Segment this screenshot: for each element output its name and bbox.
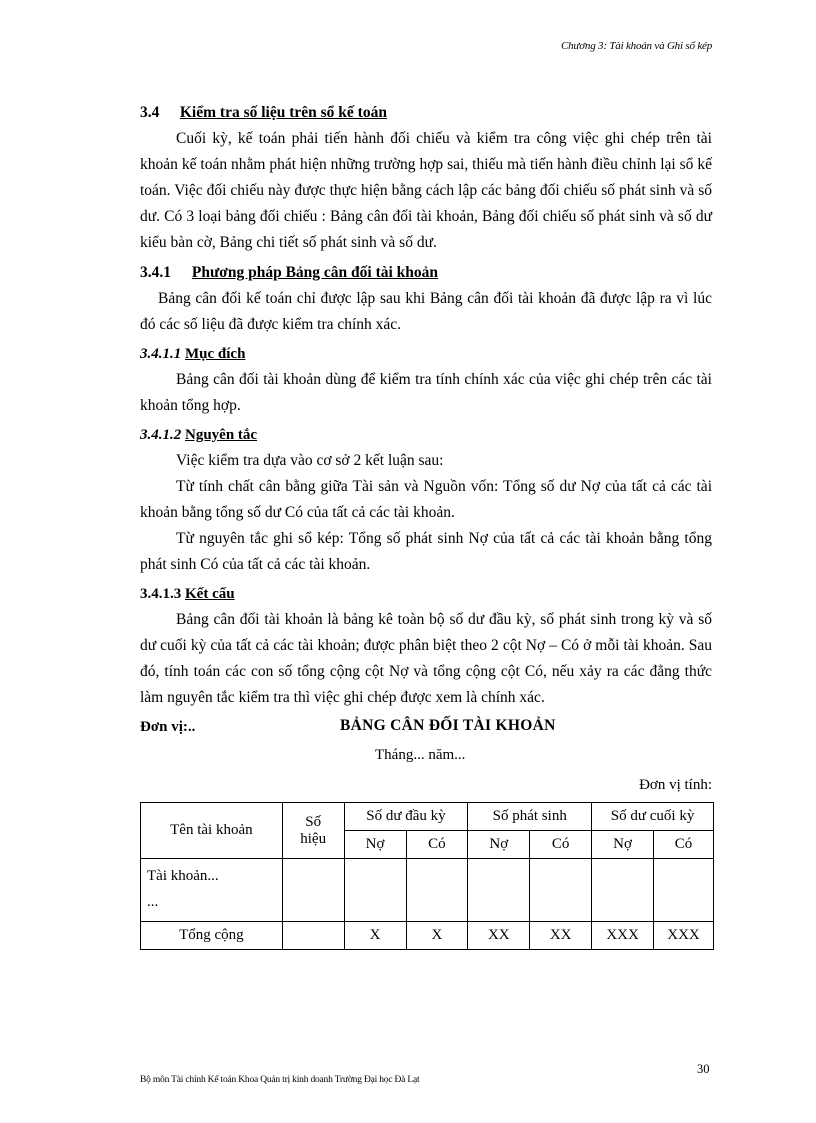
currency-unit-label: Đơn vị tính:: [639, 777, 712, 793]
total-row: [141, 922, 714, 950]
section-number: 3.4: [140, 104, 160, 121]
account-name: Tài khoản...: [147, 868, 219, 884]
col-credit: Có: [654, 831, 714, 859]
total-closing-credit: XXX: [654, 922, 714, 950]
col-credit: Có: [406, 831, 468, 859]
table-date: Tháng... năm...: [375, 747, 466, 763]
chapter-header: Chương 3: Tài khoản và Ghi sổ kép: [560, 40, 712, 52]
empty-cell: [530, 859, 592, 922]
principle-intro: Việc kiểm tra dựa vào cơ sở 2 kết luận sau:: [176, 452, 444, 469]
page-number: 30: [697, 1062, 710, 1076]
section-3-4-1-heading: [140, 264, 712, 282]
col-debit: Nợ: [592, 831, 654, 859]
empty-cell: [344, 859, 406, 922]
section-3-4-heading: [140, 104, 712, 122]
total-movement-credit: XX: [530, 922, 592, 950]
page-footer: Bộ môn Tài chính Kế toán Khoa Quản trị kinh doanh Trường Đại học Đà Lạt: [140, 1075, 420, 1085]
section-3-4-1-2-heading: [140, 427, 712, 444]
col-credit: Có: [530, 831, 592, 859]
principle-double-entry: Từ nguyên tắc ghi sổ kép: Tổng số phát sinh Nợ của tất cả các tài khoản bằng tổng phát sinh Có của tất cả các tài khoản.: [140, 530, 712, 573]
col-debit: Nợ: [344, 831, 406, 859]
col-closing-balance: Số dư cuối kỳ: [592, 803, 714, 831]
empty-cell: [468, 859, 530, 922]
total-opening-credit: X: [406, 922, 468, 950]
section-title: Mục đích: [185, 346, 246, 362]
table-heading: [140, 717, 712, 771]
section-title: Kết cấu: [185, 586, 235, 602]
empty-cell: [654, 859, 714, 922]
section-title: Phương pháp Bảng cân đối tài khoản: [191, 264, 439, 281]
page-content: [140, 104, 712, 950]
empty-cell: [282, 922, 344, 950]
col-opening-balance: Số dư đầu kỳ: [344, 803, 468, 831]
table-row: [141, 859, 714, 922]
section-3-4-1-1-body: Bảng cân đối tài khoản dùng để kiểm tra tính chính xác của việc ghi chép trên các tài khoản tổng hợp.: [140, 371, 712, 414]
trial-balance-table: [140, 802, 714, 950]
section-3-4-1-body: Bảng cân đối kế toán chỉ được lập sau khi Bảng cân đối tài khoản đã được lập ra vì lúc đó các số liệu đã được kiểm tra chính xác.: [140, 290, 712, 333]
section-number: 3.4.1.3: [140, 586, 182, 602]
section-number: 3.4.1.1: [140, 346, 182, 362]
col-debit: Nợ: [468, 831, 530, 859]
section-title: Kiểm tra số liệu trên sổ kế toán: [179, 104, 387, 121]
total-closing-debit: XXX: [592, 922, 654, 950]
col-movement: Số phát sinh: [468, 803, 592, 831]
col-account-name: Tên tài khoản: [141, 803, 283, 859]
table-title: BẢNG CÂN ĐỐI TÀI KHOẢN: [340, 717, 556, 734]
section-number: 3.4.1.2: [140, 427, 182, 443]
table-header-row: [141, 803, 714, 831]
section-3-4-1-3-body: Bảng cân đối tài khoản là bảng kê toàn bộ số dư đầu kỳ, số phát sinh trong kỳ và số dư cuối kỳ của tất cả các tài khoản; được phân biệt theo 2 cột Nợ – Có ở mỗi tài khoản. Sau đó, tính toán các con số tổng cộng cột Nợ và tổng cộng cột Có, nếu xảy ra các đẳng thức làm nguyên tắc kiểm tra thì việc ghi chép được xem là chính xác.: [140, 611, 712, 706]
col-account-number-line1: Số: [305, 813, 322, 830]
empty-cell: [282, 859, 344, 922]
section-number: 3.4.1: [140, 264, 171, 281]
section-3-4-body: Cuối kỳ, kế toán phải tiến hành đối chiếu và kiểm tra công việc ghi chép trên tài khoản kế toán nhằm phát hiện những trường hợp sai, thiếu mà tiến hành điều chỉnh lại sổ kế toán. Việc đối chiếu này được thực hiện bằng cách lập các bảng đối chiếu số phát sinh và số dư. Có 3 loại bảng đối chiếu : Bảng cân đối tài khoản, Bảng đối chiếu số phát sinh và số dư kiểu bàn cờ, Bảng chi tiết số phát sinh và số dư.: [140, 130, 712, 251]
principle-balance: Từ tính chất cân bằng giữa Tài sản và Nguồn vốn: Tổng số dư Nợ của tất cả các tài khoản bằng tổng số dư Có của tất cả các tài khoản.: [140, 478, 712, 521]
col-account-number: [282, 803, 344, 859]
empty-cell: [406, 859, 468, 922]
col-account-number-line2: hiệu: [300, 830, 327, 847]
section-3-4-1-1-heading: [140, 346, 712, 363]
unit-label: Đơn vị:..: [140, 719, 196, 735]
total-opening-debit: X: [344, 922, 406, 950]
section-3-4-1-3-heading: [140, 586, 712, 603]
account-cell: [141, 859, 283, 922]
empty-cell: [592, 859, 654, 922]
total-label: Tổng cộng: [141, 922, 283, 950]
section-title: Nguyên tắc: [185, 427, 258, 443]
account-ellipsis: ...: [147, 894, 159, 910]
total-movement-debit: XX: [468, 922, 530, 950]
